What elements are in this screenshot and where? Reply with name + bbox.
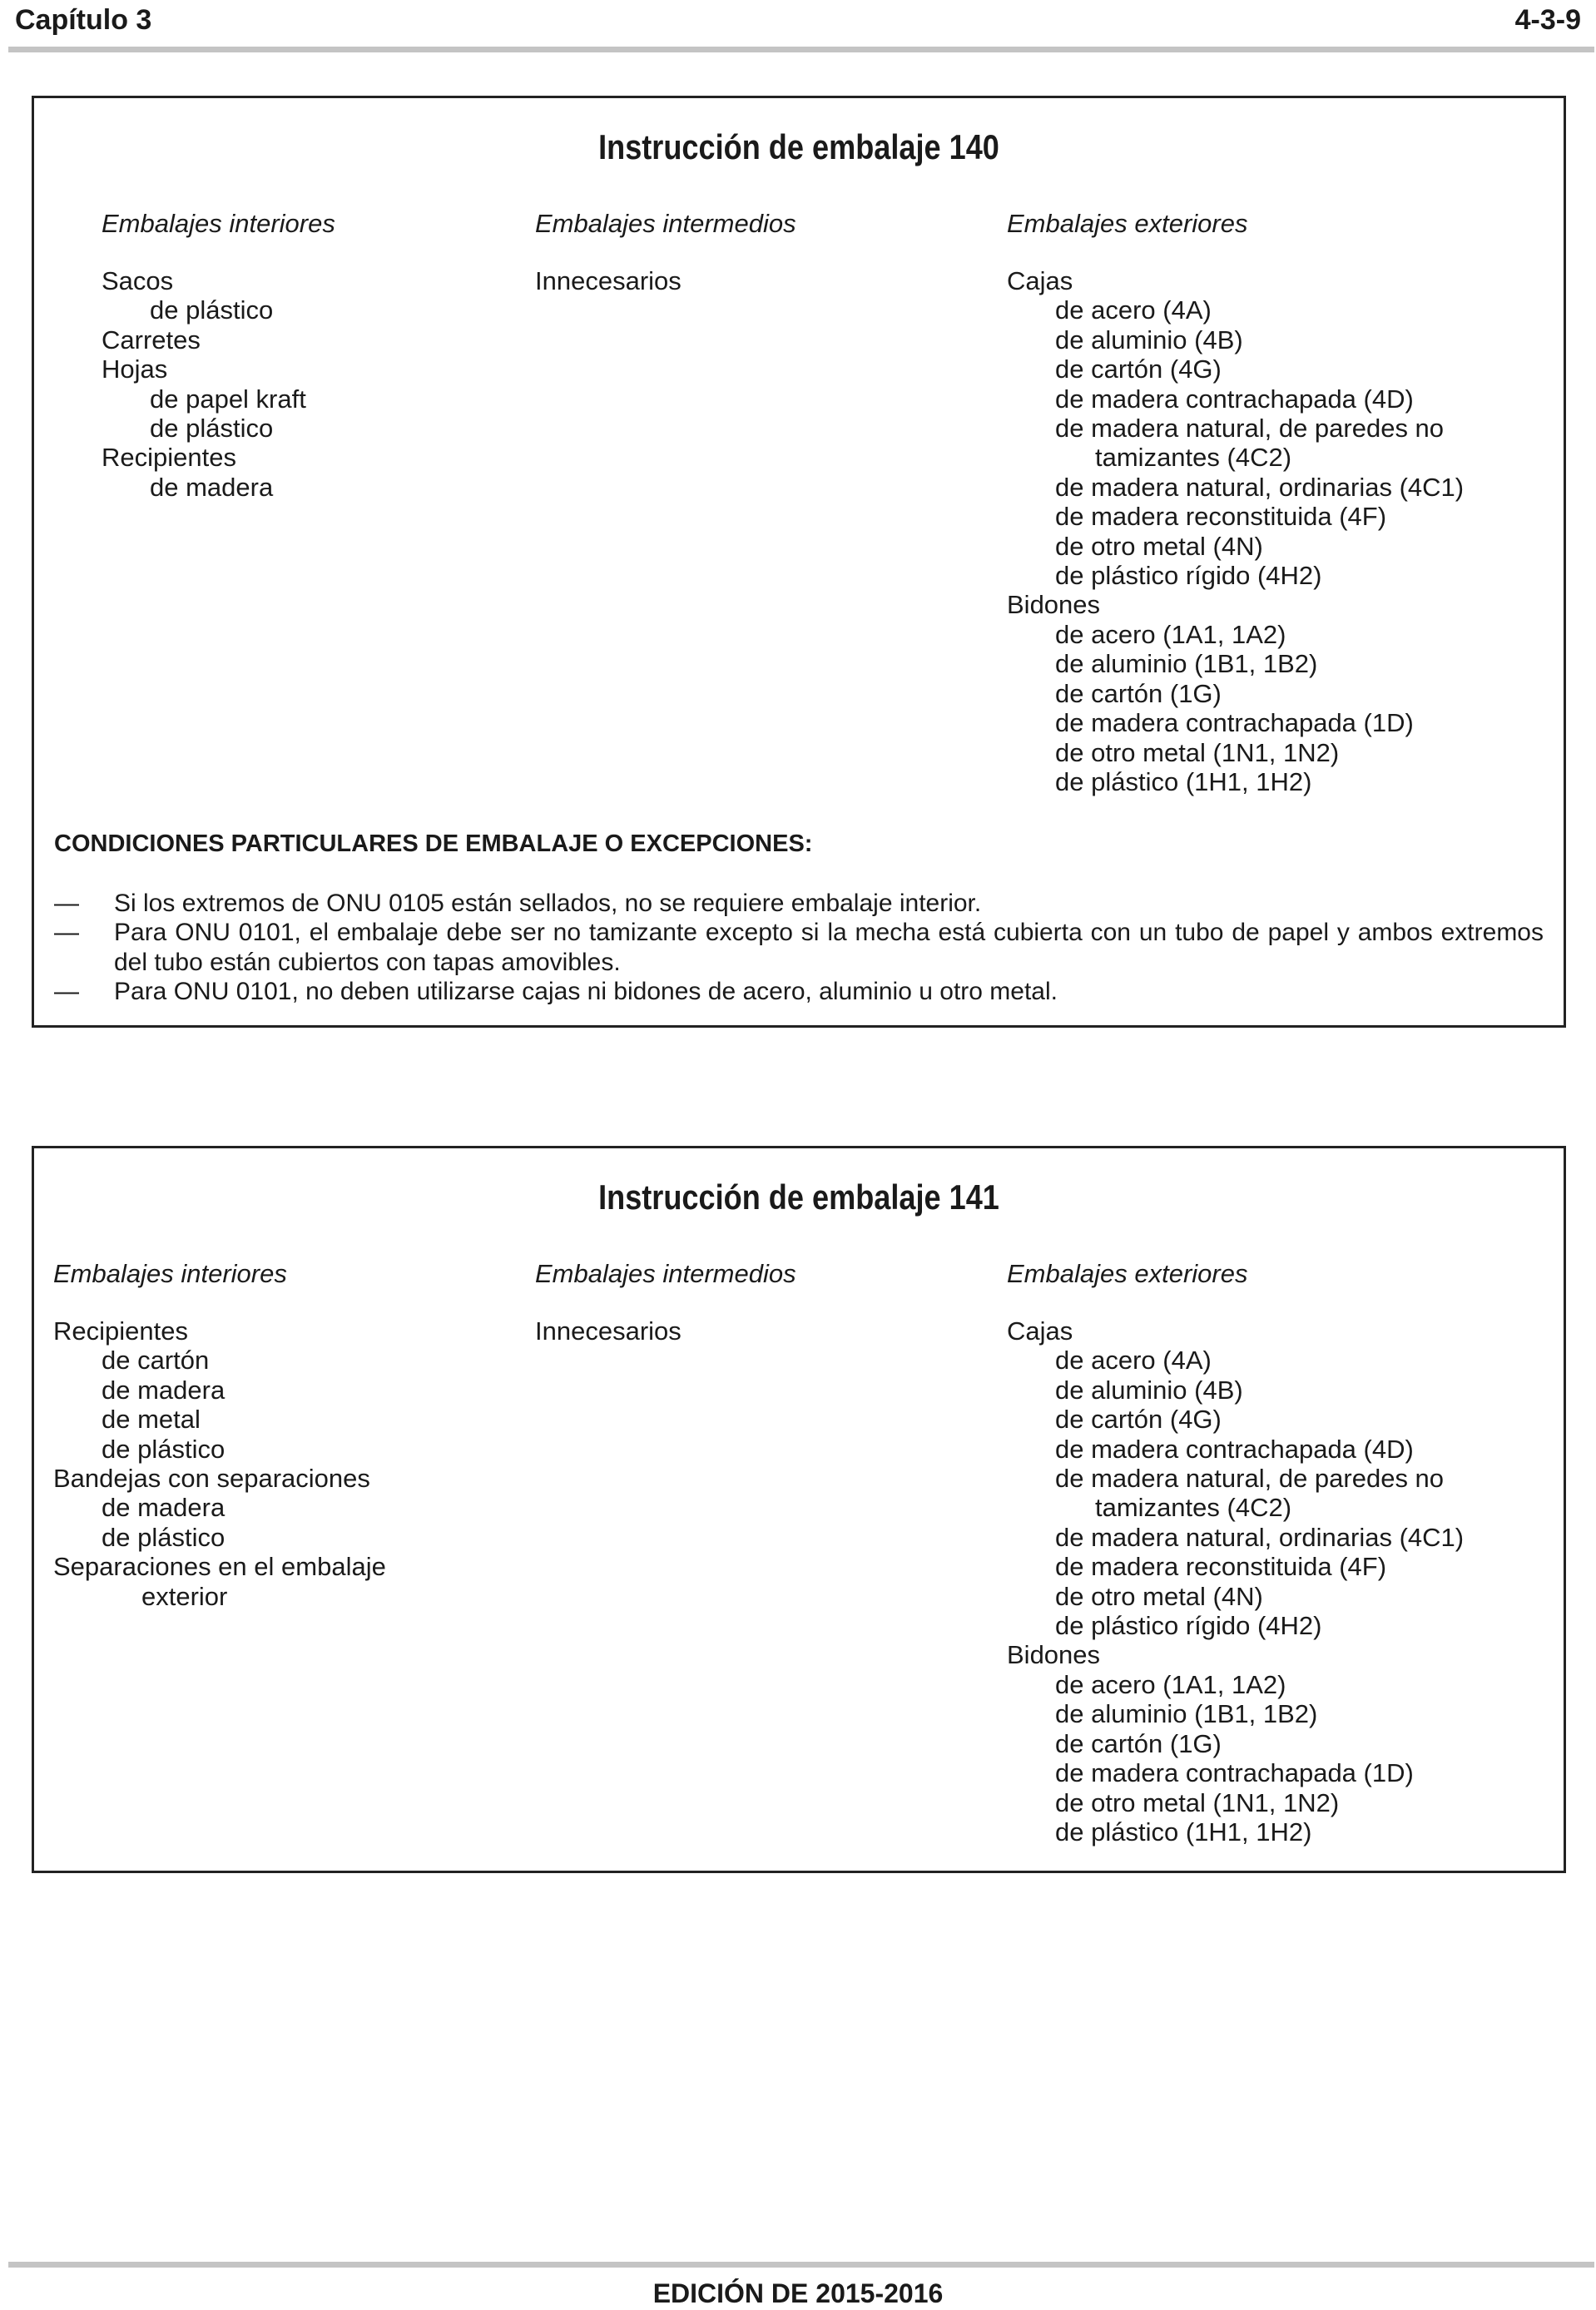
- list-group-heading: Cajas: [1007, 1316, 1073, 1346]
- column-header-outer: Embalajes exteriores: [1007, 209, 1248, 238]
- list-item: de madera contrachapada (1D): [1055, 708, 1414, 738]
- list-item: de cartón (1G): [1055, 1728, 1222, 1758]
- list-group-heading: Bidones: [1007, 1640, 1101, 1670]
- condition-text: Si los extremos de ONU 0105 están sellados, no se requiere embalaje interior.: [114, 890, 982, 917]
- dash-marker: —: [54, 919, 79, 947]
- intermediate-packagings-list: [535, 1316, 682, 1346]
- list-item: de aluminio (4B): [1055, 325, 1243, 354]
- page-number: 4-3-9: [1514, 4, 1581, 36]
- list-item: de plástico: [102, 1434, 226, 1464]
- list-item: de otro metal (1N1, 1N2): [1055, 737, 1340, 767]
- list-item: de plástico rígido (4H2): [1055, 561, 1322, 591]
- list-item: de acero (4A): [1055, 295, 1212, 325]
- inner-packagings-list: [53, 1316, 386, 1611]
- column-header-intermediate: Embalajes intermedios: [535, 1259, 796, 1288]
- instruction-title: Instrucción de embalaje 141: [598, 1177, 999, 1217]
- packing-instruction-141: [32, 1146, 1566, 1873]
- chapter-label: Capítulo 3: [15, 4, 152, 36]
- list-item: de madera: [150, 472, 274, 502]
- list-group-heading: Bandejas con separaciones: [53, 1464, 370, 1494]
- list-item: de plástico rígido (4H2): [1055, 1611, 1322, 1641]
- conditions-title: CONDICIONES PARTICULARES DE EMBALAJE O EXCEPCIONES:: [54, 830, 813, 857]
- list-item: de madera reconstituida (4F): [1055, 1552, 1387, 1582]
- conditions-list: [54, 889, 1544, 1007]
- list-item: de madera natural, de paredes no: [1055, 414, 1445, 444]
- condition-text: Para ONU 0101, no deben utilizarse cajas ni bidones de acero, aluminio u otro metal.: [114, 978, 1058, 1006]
- list-group-heading: Recipientes: [53, 1316, 188, 1346]
- list-item: de cartón: [102, 1346, 210, 1376]
- edition-footer: EDICIÓN DE 2015-2016: [652, 2278, 944, 2308]
- list-item: de acero (4A): [1055, 1346, 1212, 1376]
- dash-marker: —: [54, 890, 79, 917]
- list-item: de plástico: [102, 1522, 226, 1552]
- instruction-title: Instrucción de embalaje 140: [598, 127, 999, 166]
- footer-rule: [8, 2262, 1594, 2268]
- list-item: de otro metal (4N): [1055, 531, 1263, 561]
- list-group-heading: Carretes: [102, 325, 201, 354]
- column-header-inner: Embalajes interiores: [53, 1259, 287, 1288]
- list-item: de madera reconstituida (4F): [1055, 502, 1387, 532]
- condition-item: [54, 918, 1544, 977]
- list-item: de aluminio (1B1, 1B2): [1055, 1699, 1318, 1729]
- list-group-heading: Hojas: [102, 354, 168, 384]
- dash-marker: —: [54, 978, 79, 1006]
- list-item: de madera contrachapada (1D): [1055, 1758, 1414, 1788]
- condition-text: Para ONU 0101, el embalaje debe ser no tamizante excepto si la mecha está cubierta con un tubo de papel y ambos extremos del tubo están cubiertos con tapas amovibles.: [114, 919, 1544, 976]
- list-item: de madera contrachapada (4D): [1055, 1434, 1414, 1464]
- column-header-inner: Embalajes interiores: [102, 209, 335, 238]
- list-item: de otro metal (4N): [1055, 1581, 1263, 1611]
- inner-packagings-list: [102, 266, 306, 502]
- intermediate-packagings-list: [535, 266, 682, 295]
- list-item: de madera: [102, 1375, 226, 1405]
- list-item: tamizantes (4C2): [1095, 1493, 1292, 1523]
- list-item: de acero (1A1, 1A2): [1055, 1669, 1286, 1699]
- column-header-intermediate: Embalajes intermedios: [535, 209, 796, 238]
- list-item: de papel kraft: [150, 384, 306, 414]
- list-item: de madera: [102, 1493, 226, 1523]
- list-group-heading: Sacos: [102, 266, 174, 295]
- list-item: de madera contrachapada (4D): [1055, 384, 1414, 414]
- column-header-outer: Embalajes exteriores: [1007, 1259, 1248, 1288]
- list-item: de plástico: [150, 295, 274, 325]
- outer-packagings-list: [1007, 266, 1464, 796]
- list-item: de madera natural, ordinarias (4C1): [1055, 472, 1465, 502]
- list-item: de cartón (1G): [1055, 678, 1222, 708]
- list-group-heading: Innecesarios: [535, 266, 682, 295]
- list-item: de cartón (4G): [1055, 1405, 1222, 1435]
- list-item: de madera natural, de paredes no: [1055, 1464, 1445, 1494]
- list-item: exterior: [141, 1581, 228, 1611]
- list-item: de plástico (1H1, 1H2): [1055, 1817, 1312, 1847]
- outer-packagings-list: [1007, 1316, 1464, 1847]
- list-item: de acero (1A1, 1A2): [1055, 619, 1286, 649]
- condition-item: [54, 977, 1544, 1006]
- condition-item: [54, 889, 1544, 918]
- packing-instruction-140: [32, 96, 1566, 1028]
- list-group-heading: Cajas: [1007, 266, 1073, 295]
- list-item: de plástico (1H1, 1H2): [1055, 766, 1312, 796]
- list-item: de cartón (4G): [1055, 354, 1222, 384]
- list-item: de otro metal (1N1, 1N2): [1055, 1787, 1340, 1817]
- list-group-heading: Recipientes: [102, 443, 236, 473]
- list-item: de aluminio (4B): [1055, 1375, 1243, 1405]
- list-item: de madera natural, ordinarias (4C1): [1055, 1522, 1465, 1552]
- list-item: de aluminio (1B1, 1B2): [1055, 649, 1318, 679]
- list-item: de plástico: [150, 414, 274, 444]
- list-item: tamizantes (4C2): [1095, 443, 1292, 473]
- list-group-heading: Separaciones en el embalaje: [53, 1552, 386, 1582]
- list-group-heading: Bidones: [1007, 590, 1101, 620]
- header-rule: [8, 47, 1594, 52]
- list-item: de metal: [102, 1405, 201, 1435]
- list-group-heading: Innecesarios: [535, 1316, 682, 1346]
